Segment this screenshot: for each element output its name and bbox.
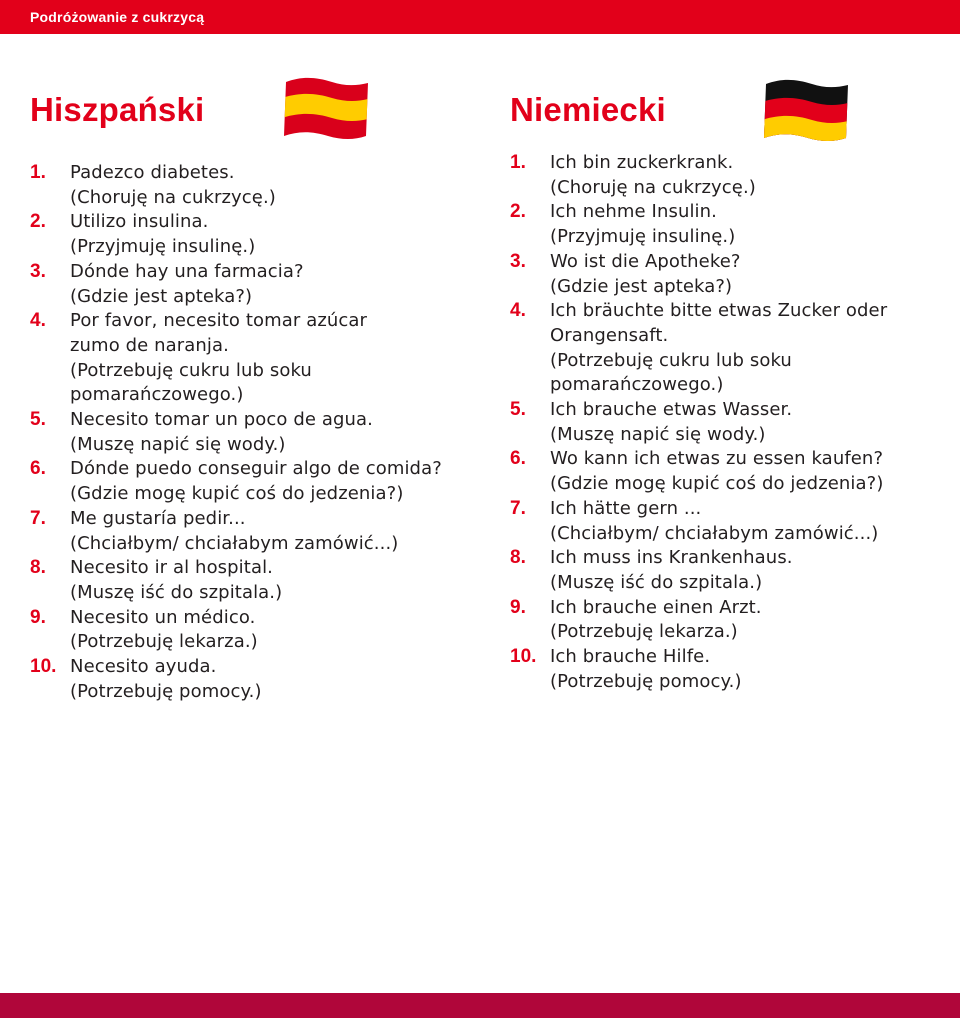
footer-bar: [0, 993, 960, 1018]
phrase-item: [30, 210, 480, 259]
phrase-item: [510, 299, 955, 398]
phrase-line: Wo kann ich etwas zu essen kaufen?: [550, 448, 884, 470]
phrase-number: 3.: [30, 260, 46, 282]
phrase-number: 2.: [510, 201, 526, 223]
phrase-number: 7.: [510, 497, 526, 519]
phrase-item: [510, 546, 955, 595]
phrase-number: 4.: [30, 310, 46, 332]
phrase-line: pomarańczowego.): [550, 374, 724, 396]
header-title: Podróżowanie z cukrzycą: [30, 9, 205, 25]
phrase-line: (Chciałbym/ chciałabym zamówić...): [550, 522, 879, 544]
phrase-line: (Gdzie mogę kupić coś do jedzenia?): [550, 473, 884, 495]
header-bar: [0, 0, 960, 34]
phrase-item: [510, 398, 955, 447]
phrase-item: [30, 309, 480, 408]
phrase-number: 8.: [30, 557, 46, 579]
phrase-line: (Potrzebuję cukru lub soku: [550, 349, 792, 371]
phrase-line: Necesito un médico.: [70, 606, 256, 628]
phrase-line: Ich muss ins Krankenhaus.: [550, 547, 793, 569]
phrase-number: 10.: [30, 656, 57, 678]
phrase-line: (Muszę iść do szpitala.): [550, 571, 763, 593]
phrase-line: (Chciałbym/ chciałabym zamówić...): [70, 532, 399, 554]
phrase-number: 9.: [30, 606, 46, 628]
phrase-line: (Przyjmuję insulinę.): [70, 236, 256, 258]
phrase-line: (Potrzebuję lekarza.): [550, 621, 738, 643]
phrase-number: 1.: [510, 152, 526, 173]
phrase-line: Wo ist die Apotheke?: [550, 250, 741, 272]
spanish-title: Hiszpański: [30, 91, 205, 128]
phrase-line: zumo de naranja.: [70, 334, 229, 356]
phrase-line: pomarańczowego.): [70, 384, 244, 406]
phrase-item: [30, 507, 480, 556]
phrase-item: [30, 556, 480, 605]
phrase-line: Ich brauche etwas Wasser.: [550, 399, 793, 421]
phrase-line: (Potrzebuję lekarza.): [70, 631, 258, 653]
phrase-item: [510, 645, 955, 694]
phrase-line: Dónde puedo conseguir algo de comida?: [70, 458, 442, 480]
phrase-line: (Potrzebuję pomocy.): [550, 670, 742, 692]
phrase-number: 6.: [30, 458, 46, 480]
phrase-line: Necesito ayuda.: [70, 656, 217, 678]
phrase-number: 3.: [510, 250, 526, 272]
phrase-item: [30, 161, 480, 210]
phrase-line: Dónde hay una farmacia?: [70, 260, 304, 282]
phrase-line: (Muszę napić się wody.): [550, 423, 766, 445]
phrase-item: [510, 447, 955, 496]
phrase-line: Utilizo insulina.: [70, 211, 209, 233]
phrase-line: Ich bin zuckerkrank.: [550, 152, 734, 173]
phrase-item: [30, 606, 480, 655]
phrase-number: 1.: [30, 162, 46, 183]
phrase-number: 5.: [510, 399, 526, 421]
phrase-line: (Potrzebuję cukru lub soku: [70, 359, 312, 381]
phrase-line: (Choruję na cukrzycę.): [550, 176, 756, 198]
phrase-item: [510, 497, 955, 546]
phrase-item: [30, 408, 480, 457]
phrase-line: (Gdzie jest apteka?): [550, 275, 733, 297]
phrase-line: Me gustaría pedir...: [70, 507, 246, 529]
phrase-item: [510, 596, 955, 645]
phrase-line: Ich hätte gern ...: [550, 497, 702, 519]
phrase-line: Necesito ir al hospital.: [70, 557, 273, 579]
phrase-number: 8.: [510, 547, 526, 569]
phrase-number: 4.: [510, 300, 526, 322]
phrase-line: (Potrzebuję pomocy.): [70, 680, 262, 702]
phrase-number: 2.: [30, 211, 46, 233]
phrase-number: 9.: [510, 596, 526, 618]
phrase-item: [30, 260, 480, 309]
phrase-line: (Muszę napić się wody.): [70, 433, 286, 455]
germany-flag-icon: [762, 76, 852, 148]
phrase-item: [510, 200, 955, 249]
phrase-line: (Gdzie mogę kupić coś do jedzenia?): [70, 483, 404, 505]
phrase-line: (Przyjmuję insulinę.): [550, 226, 736, 248]
phrase-item: [30, 655, 480, 704]
phrase-number: 5.: [30, 409, 46, 431]
phrase-line: (Muszę iść do szpitala.): [70, 581, 283, 603]
phrase-item: [30, 457, 480, 506]
phrase-number: 6.: [510, 448, 526, 470]
phrase-line: (Gdzie jest apteka?): [70, 285, 253, 307]
spanish-phrase-list: [30, 161, 480, 704]
phrase-line: Ich brauche einen Arzt.: [550, 596, 762, 618]
german-phrase-list: [510, 151, 955, 694]
phrase-line: Ich brauche Hilfe.: [550, 646, 711, 668]
phrase-number: 7.: [30, 507, 46, 529]
german-title: Niemiecki: [510, 91, 666, 128]
spain-flag-icon: [282, 74, 370, 146]
phrase-line: Ich bräuchte bitte etwas Zucker oder: [550, 300, 888, 322]
phrase-line: Por favor, necesito tomar azúcar: [70, 310, 368, 332]
phrase-number: 10.: [510, 646, 537, 668]
phrase-line: (Choruję na cukrzycę.): [70, 186, 276, 208]
phrase-item: [510, 151, 955, 200]
phrase-line: Necesito tomar un poco de agua.: [70, 409, 373, 431]
phrase-item: [510, 250, 955, 299]
phrase-line: Ich nehme Insulin.: [550, 201, 717, 223]
phrase-line: Orangensaft.: [550, 324, 669, 346]
phrase-line: Padezco diabetes.: [70, 162, 235, 183]
